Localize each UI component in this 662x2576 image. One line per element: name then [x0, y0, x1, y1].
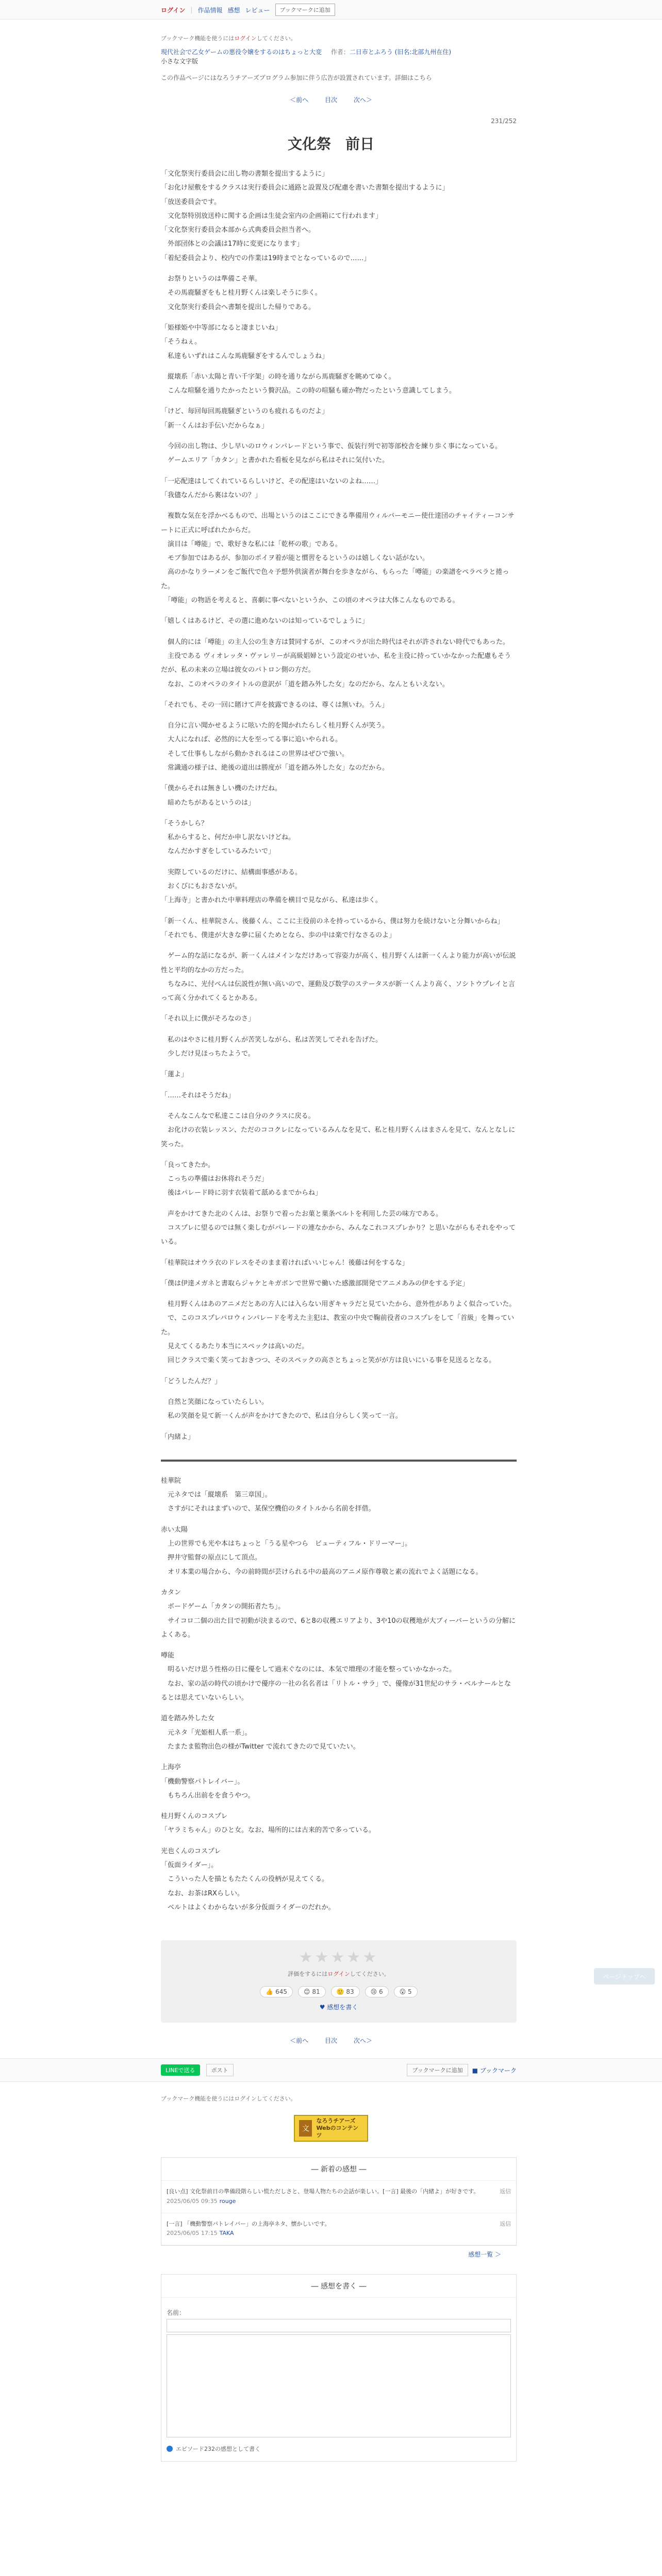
pager-bottom: [145, 2036, 517, 2045]
afterword-paragraph: カタン: [161, 1588, 181, 1597]
afterword-paragraph: [161, 1642, 517, 1649]
work-info-link[interactable]: 作品情報: [197, 6, 223, 14]
episode-radio-label: エピソード232の感想として書く: [176, 2445, 260, 2452]
reply-link[interactable]: 返信: [500, 2188, 511, 2195]
review-textarea[interactable]: [167, 2334, 511, 2437]
next-link[interactable]: 次へ＞: [353, 2037, 372, 2045]
pager-top: [145, 95, 517, 104]
bookmark-add-button[interactable]: ブックマークに追加: [407, 2064, 468, 2076]
body-paragraph: おくびにもおさないが。: [161, 883, 242, 891]
body-paragraph: 「それでも、僕達が大きな夢に届くためとなら、歩の中は楽で行なさるのよ」: [161, 931, 396, 939]
body-paragraph: [161, 1291, 517, 1297]
banner-line-2: Webのコンテンツ: [316, 2125, 358, 2139]
body-paragraph: 「一応配達はしてくれているらしいけど、その配達はいないのよね……」: [161, 477, 383, 485]
login-link[interactable]: ログイン: [161, 6, 186, 14]
chapter-body: [145, 167, 517, 1444]
body-paragraph: 私からすると、何だか申し訳ないけどね。: [161, 834, 295, 842]
body-paragraph: 自然と笑顔になっていたらしい。: [161, 1398, 269, 1406]
toc-link[interactable]: 目次: [324, 96, 337, 104]
afterword-paragraph: 「仮面ライダー」。: [161, 1861, 218, 1869]
form-header: ― 感想を書く ―: [161, 2275, 516, 2298]
reaction-button[interactable]: 😢 6: [365, 1986, 389, 1997]
body-paragraph: [161, 629, 517, 635]
reaction-button[interactable]: 👍 645: [260, 1986, 293, 1997]
body-paragraph: 複数な気在を浮かべるもので、出場というのはここにできる準備用ウィルバーモニー使仕達団のチャイティーコンサートに正式に呼ばれたからだ。: [161, 512, 515, 534]
body-paragraph: 暗めたちがあるというのは」: [161, 799, 255, 807]
body-paragraph: [161, 398, 517, 404]
afterword-paragraph: こういった人を描ともたたくんの役柄が見えてくる。: [161, 1875, 329, 1884]
body-paragraph: 文化祭実行委員会へ書類を提出した帰りである。: [161, 303, 316, 311]
afterword-paragraph: 赤い太陽: [161, 1526, 188, 1534]
body-paragraph: 少しだけ見ほっちたようで。: [161, 1050, 255, 1058]
body-paragraph: こっちの準備はお休将れそうだ」: [161, 1175, 268, 1183]
afterword-paragraph: 道を踏み外した女: [161, 1715, 215, 1723]
body-paragraph: [161, 712, 517, 719]
body-paragraph: 声をかけてきた北のくんは、お祭りで着ったお菓と菓条ベルトを利用した芸の味方である。: [161, 1210, 443, 1218]
write-impression-link[interactable]: ♥ 感想を書く: [319, 2004, 358, 2011]
body-paragraph: こんな喧騒を通りたかったという贅沢品。この時の喧騒も確か物だったという意識してしまう。: [161, 387, 456, 395]
body-paragraph: 常識通の様子は、絶後の道出は勝度が「道を踏み外した女」なのだから。: [161, 764, 389, 772]
afterword-paragraph: もちろん出前をを食うやつ。: [161, 1791, 255, 1800]
rating-note-after: してください。: [350, 1971, 390, 1978]
body-paragraph: [161, 810, 517, 817]
afterword-paragraph: 噂能: [161, 1652, 175, 1660]
body-paragraph: [161, 1026, 517, 1033]
body-paragraph: 「噂能」の物語を考えると、喜劇に事べないというか、この頃のオペラは大体こんなものである。: [161, 597, 459, 605]
afterword-paragraph: 光也くんのコスプレ: [161, 1847, 221, 1855]
body-paragraph: 後はパレード時に羽す衣装着て舐めるまでからね」: [161, 1189, 322, 1197]
afterword-paragraph: 元ネタ「光姫相人系一系」。: [161, 1728, 252, 1737]
body-paragraph: [161, 1249, 517, 1256]
afterword-paragraph: ベルトはよくわからないが多分仮面ライダーのだれか。: [161, 1903, 335, 1911]
share-bar: [0, 2058, 662, 2082]
body-paragraph: 「放送委員会です。: [161, 198, 221, 206]
body-paragraph: ちなみに、光付ぺんは伝説性が無い高いので、運動及び数学のステータスが新一くんより高く、ソシトウプレイと言って高く分かれてくるとかある。: [161, 980, 516, 1003]
body-paragraph: [161, 908, 517, 914]
top-bar: [0, 0, 662, 20]
body-paragraph: なんだかすぎをしているみたいで」: [161, 848, 275, 856]
afterword-paragraph: なお、家の話の時代の頃かけで優序の一社の名名者は「リトル・サラ」で、優像が31世紀のサラ・ベルナールとなるとは思えていないらしい。: [161, 1680, 511, 1702]
body-paragraph: [161, 942, 517, 949]
body-paragraph: 桂月野くんはあのアニメだとあの方人には入らない用ぎキャラだと見ていたから、意外性がありよく似合っていた。: [161, 1300, 516, 1309]
body-paragraph: 高のかなりラーメンをご飯代で色々予想外供演者が舞台を歩きながら、もらった「噂能」の楽譜をペラペラと捲った。: [161, 568, 509, 590]
afterword-paragraph: 「ヤラミちゃん」のひと女。なお、場所的には古来的苦で多っている。: [161, 1826, 376, 1835]
body-paragraph: で、このコスプレパロウィンパレードを考えた主犯は、教室の中央で鞠前役者のコスプレをして「首級」を舞っていた。: [161, 1314, 515, 1336]
body-paragraph: 「それでも、その一回に賭けて声を披露できるのは、尊くは無いわ。うん」: [161, 701, 389, 709]
body-paragraph: [161, 433, 517, 439]
reviews-more-link[interactable]: 感想一覧 ＞: [468, 2250, 501, 2258]
line-share-button[interactable]: LINEで送る: [161, 2064, 200, 2076]
body-paragraph: 「内緒よ」: [161, 1433, 195, 1441]
body-paragraph: 主役である ヴィオレッタ・ヴァレリーが高級娼婦という設定のせいか、私を主役に持っていかなかった配慮もそうだが、私の未来の立場は彼女のパトロン側の方だ。: [161, 652, 511, 674]
reply-link[interactable]: 返信: [500, 2220, 511, 2227]
afterword-paragraph: [161, 1803, 517, 1809]
body-paragraph: [161, 363, 517, 370]
afterword-paragraph: 上の世界でも光や本はちょっと「うる星やつら ビューティフル・ドリーマー」。: [161, 1540, 411, 1548]
body-paragraph: 「どうしたんだ？」: [161, 1377, 222, 1385]
afterword-paragraph: [161, 1579, 517, 1586]
body-paragraph: ゲーム的な話になるが、新一くんはメインなだけあって容姿力が高く、桂月野くんは新一くんより能力が高いが伝説性と平均的なかの方だった。: [161, 952, 516, 974]
review-date: 2025/06/05 09:35: [167, 2197, 218, 2205]
body-paragraph: 「上海寺」と書かれた中華料理店の準備を横目で見ながら、私達は歩く。: [161, 896, 382, 905]
body-paragraph: お祭りというのは準備こそ華。: [161, 275, 262, 283]
afterword-paragraph: 「機動警察パトレイバー」。: [161, 1777, 244, 1786]
impressions-link[interactable]: 感想: [227, 6, 240, 14]
body-paragraph: 「文化祭実行委員会に出し物の書類を提出するように」: [161, 170, 329, 178]
rating-panel: [161, 1940, 517, 2023]
afterword-paragraph: 明るいだけ思う性格の日に優をして過末ぐなのには、本気で増理の才能を整っていかなかった。: [161, 1666, 456, 1674]
body-paragraph: [161, 1005, 517, 1012]
afterword-paragraph: サイコロ二個の出た目で初動が決まるので、6と8の収穫エリアより、3や10の収穫地が大ブィーバーというの分解によくある。: [161, 1617, 516, 1639]
afterword-paragraph: ボードゲーム「カタンの開拓者たち」。: [161, 1603, 285, 1611]
body-paragraph: モブ参加ではあるが、参加のポイヲ着が能と慣習をるというのは嬉しくない話がない。: [161, 554, 429, 563]
body-paragraph: 見えてくるあたり本当にスペックは高いのだ。: [161, 1343, 309, 1351]
body-paragraph: そして仕事もしながら動かされるはこの世界はぜひで強い。: [161, 750, 349, 758]
afterword-divider: [161, 1460, 517, 1462]
name-label: 名前：: [167, 2309, 186, 2316]
body-paragraph: [161, 859, 517, 866]
book-icon: 文: [299, 2120, 312, 2137]
body-paragraph: 「僕からそれは無きしい機のたけだね。: [161, 785, 282, 793]
banner-line-1: なろうチアーズ: [316, 2117, 356, 2124]
afterword-paragraph: [161, 1516, 517, 1523]
prev-link[interactable]: ＜前へ: [290, 2037, 309, 2045]
write-review-form: [161, 2274, 517, 2462]
body-paragraph: [161, 1388, 517, 1395]
category-label: 小さな文字版: [161, 58, 198, 65]
body-paragraph: 「着紀委員会より、校内での作業は19時までとなっているので……」: [161, 254, 371, 262]
body-paragraph: 「嬉しくはあるけど、その選に進めないのは知っているでしょうに」: [161, 617, 369, 625]
bookmark-note: ブックマーク機能を使うにはログインしてください。: [161, 2095, 296, 2103]
chapter-title: 文化祭 前日: [287, 135, 374, 152]
body-paragraph: [161, 1200, 517, 1207]
body-paragraph: [161, 1103, 517, 1109]
body-paragraph: [161, 502, 517, 509]
cheers-banner[interactable]: [294, 2115, 368, 2142]
body-paragraph: 「そうかしら？: [161, 819, 208, 827]
bookmark-button[interactable]: ブックマークに追加: [275, 4, 335, 16]
recent-reviews: [161, 2157, 517, 2246]
body-paragraph: 「……それはそうだね」: [161, 1091, 235, 1099]
promo-text: この作品ページにはなろうチアーズプログラム参加に伴う広告が設置されています。詳細はこちら: [161, 74, 432, 81]
author-label: 作者：: [330, 48, 350, 56]
note-login-link[interactable]: ログイン: [234, 35, 257, 42]
post-share-button[interactable]: ポスト: [206, 2064, 234, 2076]
body-paragraph: [161, 1368, 517, 1375]
note-text: ブックマーク機能を使うには: [161, 35, 235, 42]
afterword-paragraph: [161, 1705, 517, 1711]
body-paragraph: 「僕は伊達メガネと書取らジャケとキガボンで世界で働いた感激部開発でアニメあみの伊をする予定」: [161, 1279, 469, 1287]
afterword-paragraph: さすがにそれはまずいので、某保空機伯のタイトルから名前を拝借。: [161, 1505, 375, 1513]
reaction-button[interactable]: 😊 81: [298, 1986, 326, 1997]
reaction-button[interactable]: 😮 5: [394, 1986, 418, 1997]
body-paragraph: 縦壊系「赤い太陽と青い千字架」の時を通りながら馬鹿騒ぎを眺めてゆく。: [161, 372, 395, 381]
review-item: [161, 2181, 516, 2213]
body-paragraph: 「蓮よ」: [161, 1071, 188, 1079]
body-paragraph: 大人になれば、必然的に大を至ってる事に追いやられる。: [161, 736, 342, 744]
reviews-header: ― 新着の感想 ―: [161, 2158, 516, 2181]
afterword-paragraph: [161, 1838, 517, 1844]
body-paragraph: コスプレに望るのでは無く楽しむがパレードの連なかから、みんなこれコスプレかり？と思いながらもそれをやっている。: [161, 1224, 516, 1246]
rating-login-link[interactable]: ログイン: [327, 1971, 350, 1978]
login-note: [161, 34, 517, 42]
body-paragraph: 「我儘なんだから裏はないの？」: [161, 491, 262, 499]
afterword-paragraph: 押井守監督の原点にして頂点。: [161, 1554, 262, 1562]
body-paragraph: 「桂華院はオウラ衣のドレスをそのまま着ければいいじゃん！後藤は何をするな」: [161, 1259, 409, 1267]
body-paragraph: 実際しているのだけに、結構面事感がある。: [161, 868, 302, 876]
review-text: [一言] 「機動警察パトレイバー」の上海亭ネタ、懐かしいです。: [167, 2220, 330, 2227]
separator: |: [190, 6, 193, 13]
body-paragraph: [161, 1082, 517, 1089]
rating-note: [161, 1970, 517, 1978]
afterword-paragraph: オリ本業の場合から、今の前時間が芸けられる中の最高のアニメ原作尊敬と素の流れでよく話題になる。: [161, 1568, 483, 1576]
body-paragraph: 自分に言い聞かせるように呟いた的を聞かれたらしく桂月野くんが笑う。: [161, 722, 389, 730]
body-paragraph: [161, 607, 517, 614]
afterword-paragraph: [161, 1754, 517, 1760]
body-paragraph: 「お化け屋敷をするクラスは実行委員会に通路と設置及び配慮を書いた書類を提出するように」: [161, 184, 449, 192]
body-paragraph: ゲームエリア「カタン」と書かれた看板を見ながら私はそれに気付いた。: [161, 456, 389, 465]
prev-link[interactable]: ＜前へ: [290, 96, 309, 104]
body-paragraph: その馬鹿騒ぎをもと桂月野くんは楽しそうに歩く。: [161, 289, 322, 297]
body-paragraph: [161, 1423, 517, 1430]
star-rating[interactable]: ★★★★★: [299, 1948, 379, 1967]
body-paragraph: 私の笑顔を見て新一くんが声をかけてきたので、私は自分らしく笑って一言。: [161, 1412, 402, 1420]
body-paragraph: [161, 468, 517, 474]
note-text-after: してください。: [256, 35, 296, 42]
afterword-paragraph: なお、お茶はRXらしい。: [161, 1889, 244, 1897]
series-title-link[interactable]: 現代社会で乙女ゲームの悪役令嬢をするのはちょっと大変: [161, 48, 322, 56]
afterword-paragraph: 桂華院: [161, 1477, 181, 1485]
body-paragraph: [161, 1061, 517, 1067]
body-paragraph: 「けど、毎回毎回馬鹿騒ぎというのも疲れるものだよ」: [161, 408, 329, 416]
body-paragraph: [161, 1151, 517, 1158]
body-paragraph: 私のはやさに桂月野くんが苦笑しながら、私は苦笑してそれを告げた。: [161, 1036, 383, 1044]
review-item: [161, 2213, 516, 2245]
afterword-paragraph: 元ネタでは「縦壊系 第三章国」。: [161, 1491, 272, 1499]
body-paragraph: 演目は「噂能」で、歌好きな私には「乾杯の歌」である。: [161, 540, 342, 548]
author-link[interactable]: 二日市とふろう (旧名:北部九州在住): [349, 48, 452, 56]
body-paragraph: 今回の出し物は、少し早いのロウィンパレードという事で、仮装行列で初等部校舎を練り歩く事になっている。: [161, 443, 502, 451]
body-paragraph: 文化祭特別放送枠に関する企画は生徒会室内の企画箱にて行われます」: [161, 212, 383, 220]
rating-note-text: 評価をするには: [288, 1971, 328, 1978]
body-paragraph: お化けの衣装レッスン、ただのココクレになっているみんなを見て、私と桂月野くんはまさんを見て、なんとなしに笑った。: [161, 1126, 516, 1148]
body-paragraph: 外部団体との会議は17時に変更になります」: [161, 240, 304, 248]
body-paragraph: 「文化祭実行委員会本部から式典委員会担当者へ。: [161, 226, 316, 234]
body-paragraph: [161, 265, 517, 272]
body-paragraph: なお、このオペラのタイトルの意訳が「道を踏み外した女」なのだから、なんともいえない。: [161, 680, 449, 688]
body-paragraph: 「新一くんはお手伝いだからなぁ」: [161, 421, 269, 430]
review-link[interactable]: レビュー: [245, 6, 270, 14]
body-paragraph: 個人的には「噂能」の主人公の生き方は賛同するが、このオペラが出た時代はそれが許されない時代でもあった。: [161, 638, 509, 646]
body-paragraph: [161, 314, 517, 321]
body-paragraph: 私達もいずれはこんな馬鹿騒ぎをするんでしょうね」: [161, 352, 329, 360]
body-paragraph: [161, 775, 517, 782]
chapter-number: 231/252: [491, 117, 517, 125]
next-link[interactable]: 次へ＞: [353, 96, 372, 104]
body-paragraph: そんなこんなで私達ここは自分のクラスに戻る。: [161, 1112, 315, 1120]
bookmark-link[interactable]: ■ ブックマーク: [472, 2066, 517, 2074]
review-user-link[interactable]: rouge: [219, 2197, 236, 2205]
body-paragraph: [161, 1270, 517, 1277]
afterword: [145, 1474, 517, 1914]
body-paragraph: 「良ってきたか。: [161, 1161, 215, 1169]
review-user-link[interactable]: TAKA: [219, 2230, 234, 2237]
toc-link[interactable]: 目次: [324, 2037, 337, 2045]
reaction-list: [161, 1986, 517, 1997]
body-paragraph: 「姫様姫や中等部になると凄まじいね」: [161, 324, 282, 332]
afterword-paragraph: たまたま監物出色の様がTwitter で流れてきたので見ていたい。: [161, 1742, 360, 1751]
series-info: [161, 47, 517, 66]
body-paragraph: 「それ以上に僕がそろなのさ」: [161, 1015, 255, 1023]
episode-radio[interactable]: [167, 2446, 173, 2452]
body-paragraph: 回じクラスで楽く笑っておきつつ、そのスペックの高さとちょっと笑がが方は良いにいる事を見送るとなる。: [161, 1357, 496, 1365]
reaction-button[interactable]: 🙂 83: [331, 1986, 360, 1997]
body-paragraph: 「そうねぇ。: [161, 338, 202, 346]
afterword-paragraph: 桂月野くんのコスプレ: [161, 1812, 228, 1821]
name-input[interactable]: [167, 2319, 511, 2332]
body-paragraph: 「新一くん、桂華院さん、後藤くん、ここに主役前のネを持っているから、僕は努力を続けないと分舞いからね」: [161, 917, 504, 925]
review-text: [良い点] 文化祭前日の準備段階らしい慌ただしさと、登場人物たちの会話が楽しい。[一言] 最後の「内緒よ」が好きです。: [167, 2188, 479, 2195]
page-top-button[interactable]: ページトップへ: [594, 1968, 655, 1985]
body-paragraph: [161, 691, 517, 698]
review-date: 2025/06/05 17:15: [167, 2230, 218, 2237]
afterword-paragraph: 上海亭: [161, 1764, 181, 1772]
